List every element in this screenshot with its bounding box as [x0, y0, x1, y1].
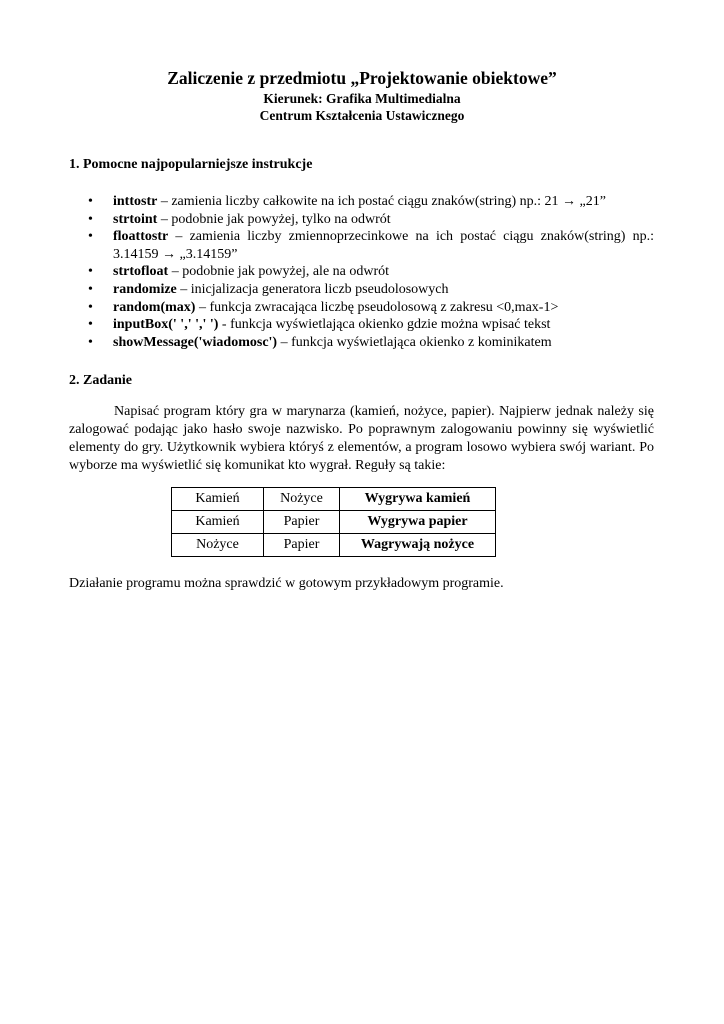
instruction-description: – podobnie jak powyżej, tylko na odwrót	[157, 211, 391, 227]
bullet-icon: •	[88, 299, 93, 315]
list-item	[69, 228, 654, 263]
task-description: Napisać program który gra w marynarza (kamień, nożyce, papier). Najpierw jednak należy się zalogować podając jako hasło swoje nazwisko. Po poprawnym zalogowaniu powinny się wyświetlić elementy do gry. Użytkownik wybiera któryś z elementów, a program losowo wybiera swój wariant. Po wyborze ma wyświetlić się komunikat kto wygrał. Reguły są takie:	[69, 404, 654, 473]
instruction-term: floattostr	[113, 229, 169, 245]
table-cell-result: Wygrywa kamień	[340, 488, 496, 511]
bullet-icon: •	[88, 229, 93, 245]
instruction-term: strtofloat	[113, 264, 169, 280]
table-cell: Nożyce	[172, 534, 264, 557]
instruction-description: – funkcja zwracająca liczbę pseudolosową z zakresu <0,max-1>	[195, 299, 559, 315]
table-row	[172, 534, 496, 557]
table-cell: Nożyce	[264, 488, 340, 511]
section-heading-instructions: 1. Pomocne najpopularniejsze instrukcje	[69, 157, 313, 172]
table-cell: Kamień	[172, 488, 264, 511]
instruction-description: – funkcja wyświetlająca okienko z kominikatem	[277, 334, 552, 350]
table-cell: Papier	[264, 511, 340, 534]
rules-table	[171, 487, 496, 557]
footer-note: Działanie programu można sprawdzić w gotowym przykładowym programie.	[69, 576, 504, 591]
table-cell: Papier	[264, 534, 340, 557]
bullet-icon: •	[88, 194, 93, 209]
instruction-term: random(max)	[113, 299, 196, 315]
instruction-term: inttostr	[113, 194, 158, 209]
document-subtitle-field: Kierunek: Grafika Multimedialna	[263, 91, 461, 106]
instruction-description: – zamienia liczby całkowite na ich postać ciągu znaków(string) np.: 21 → „21”	[157, 194, 606, 209]
list-item	[69, 281, 654, 299]
instruction-description: – podobnie jak powyżej, ale na odwrót	[168, 264, 390, 280]
list-item	[69, 263, 654, 281]
list-item	[69, 193, 654, 211]
document-subtitle-institution: Centrum Kształcenia Ustawicznego	[259, 108, 465, 123]
instruction-description: – zamienia liczby zmiennoprzecinkowe na ich postać ciągu znaków(string) np.: 3.14159 → „3.14159”	[113, 229, 654, 262]
instruction-description: – inicjalizacja generatora liczb pseudolosowych	[176, 281, 449, 297]
bullet-icon: •	[88, 264, 93, 280]
list-item	[69, 334, 654, 352]
table-row	[172, 511, 496, 534]
instruction-term: randomize	[113, 281, 177, 297]
section-heading-task: 2. Zadanie	[69, 373, 133, 388]
instruction-term: inputBox(' ',' ',' ')	[113, 317, 219, 333]
bullet-icon: •	[88, 334, 93, 350]
instructions-list	[69, 193, 654, 351]
instruction-term: strtoint	[113, 211, 158, 227]
document-title: Zaliczenie z przedmiotu „Projektowanie obiektowe”	[167, 68, 557, 88]
bullet-icon: •	[88, 281, 93, 297]
list-item	[69, 316, 654, 334]
bullet-icon: •	[88, 211, 93, 227]
table-cell: Kamień	[172, 511, 264, 534]
table-cell-result: Wagrywają nożyce	[340, 534, 496, 557]
table-row	[172, 488, 496, 511]
bullet-icon: •	[88, 317, 93, 333]
list-item	[69, 299, 654, 317]
instruction-term: showMessage('wiadomosc')	[113, 334, 278, 350]
list-item	[69, 211, 654, 229]
table-cell-result: Wygrywa papier	[340, 511, 496, 534]
instruction-description: - funkcja wyświetlająca okienko gdzie można wpisać tekst	[218, 317, 551, 333]
